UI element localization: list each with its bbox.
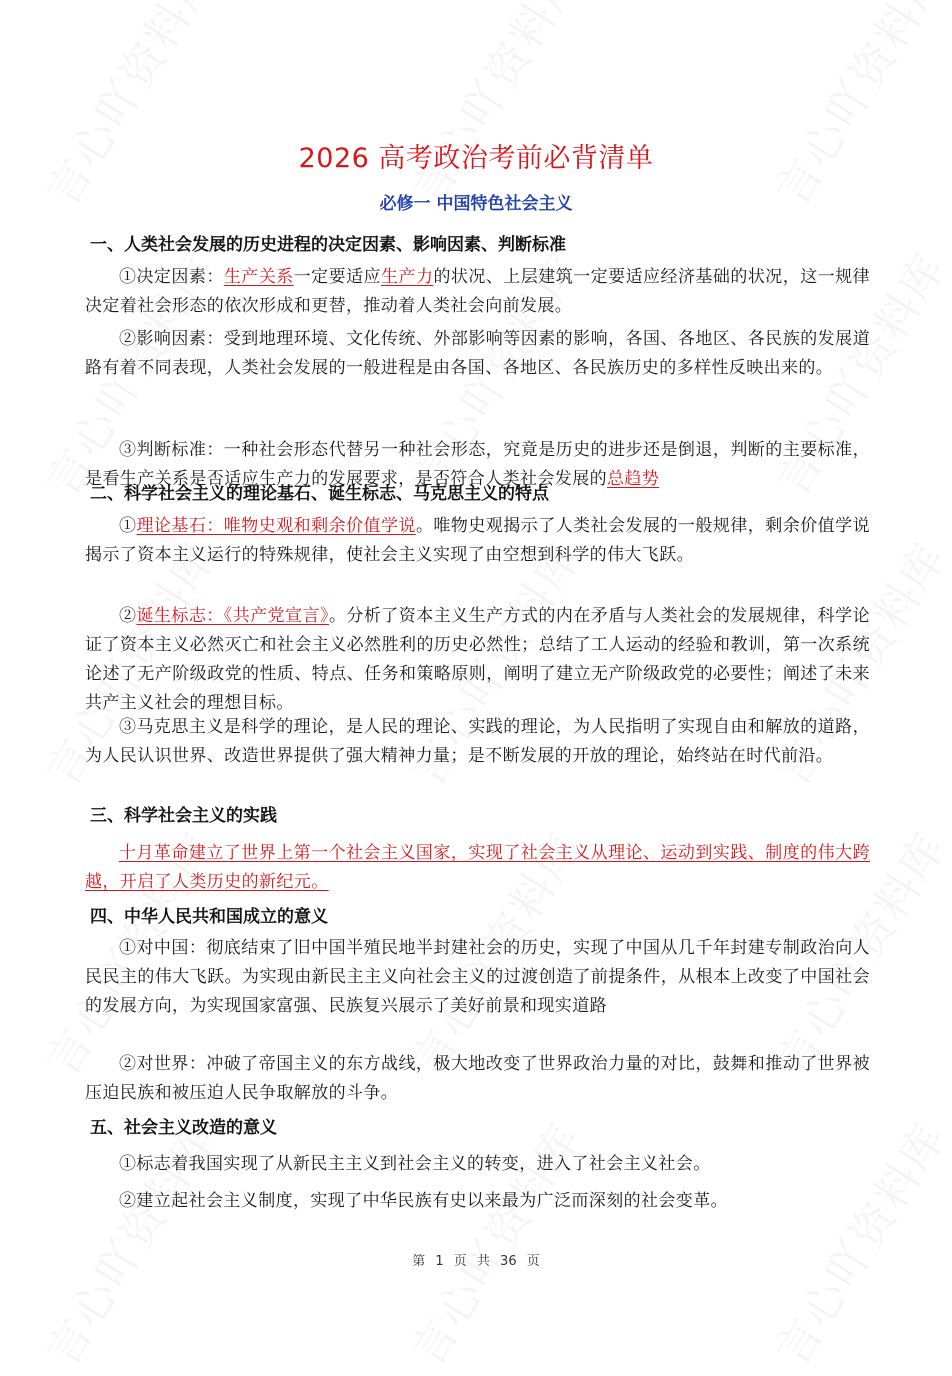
paragraph-text: 。唯物史观揭示了人类社会发展的一般规律，剩余价值学说揭示了资本主义运行的特殊规律，使社会主义实现了由空想到科学的伟大飞跃。 [85,516,870,565]
paragraph-text: 的状况、上层建筑一定要适应经济基础的状况，这一规律决定着社会形态的依次形成和更替，推动着人类社会向前发展。 [85,267,871,316]
paragraph: ①标志着我国实现了从新民主主义到社会主义的转变，进入了社会主义社会。 [119,1154,711,1174]
document-title: 2026 高考政治考前必背清单 [298,143,654,174]
section-heading: 四、中华人民共和国成立的意义 [90,907,328,927]
paragraph [85,263,870,321]
paragraph-text: ① [119,516,137,536]
paragraph: ②对世界：冲破了帝国主义的东方战线，极大地改变了世界政治力量的对比，鼓舞和推动了世界被压迫民族和被压迫人民争取解放的斗争。 [85,1054,870,1103]
document-subtitle: 必修一 中国特色社会主义 [379,194,573,214]
paragraph [85,512,870,570]
paragraph-text: ①决定因素： [119,267,224,287]
paragraph: ②影响因素：受到地理环境、文化传统、外部影响等因素的影响，各国、各地区、各民族的发展道路有着不同表现，人类社会发展的一般进程是由各国、各地区、各民族历史的多样性反映出来的。 [85,329,870,378]
highlight-text: 诞生标志：《共产党宣言》 [136,606,329,626]
paragraph-text: ③判断标准：一种社会形态代替另一种社会形态，究竟是历史的进步还是倒退，判断的主要标准，是看生产关系是否适应生产力的发展要求，是否符合人类社会发展的 [85,440,870,489]
highlight-text: 生产关系 [223,267,294,287]
paragraph: ③马克思主义是科学的理论，是人民的理论、实践的理论，为人民指明了实现自由和解放的道路，为人民认识世界、改造世界提供了强大精神力量；是不断发展的开放的理论，始终站在时代前沿。 [85,717,870,766]
highlight-text: 总趋势 [607,469,660,489]
paragraph-text: ② [119,606,137,626]
paragraph-text: 一定要适应 [293,267,382,287]
section-heading: 五、社会主义改造的意义 [90,1118,277,1138]
paragraph: ①对中国：彻底结束了旧中国半殖民地半封建社会的历史，实现了中国从几千年封建专制政治向人民民主的伟大飞跃。为实现由新民主主义向社会主义的过渡创造了前提条件，从根本上改变了中国社会的发展方向，为实现国家富强、民族复兴展示了美好前景和现实道路 [85,938,870,1016]
highlight-text: 十月革命建立了世界上第一个社会主义国家，实现了社会主义从理论、运动到实践、制度的伟大跨越，开启了人类历史的新纪元。 [85,843,870,892]
page-number: 第 1 页 共 36 页 [412,1254,540,1269]
highlight-text: 理论基石：唯物史观和剩余价值学说 [136,516,416,536]
section-heading: 一、人类社会发展的历史进程的决定因素、影响因素、判断标准 [90,235,566,255]
highlight-text: 生产力 [381,267,434,287]
paragraph-text: 。分析了资本主义生产方式的内在矛盾与人类社会的发展规律，科学论证了资本主义必然灭亡和社会主义必然胜利的历史必然性；总结了工人运动的经验和教训，第一次系统论述了无产阶级政党的性质、特点、任务和策略原则，阐明了建立无产阶级政党的必要性；阐述了未来共产主义社会的理想目标。 [85,606,870,713]
section-heading: 三、科学社会主义的实践 [90,806,277,826]
paragraph: ②建立起社会主义制度，实现了中华民族有史以来最为广泛而深刻的社会变革。 [119,1191,728,1211]
paragraph [85,839,870,897]
paragraph [85,602,870,718]
section-heading: 二、科学社会主义的理论基石、诞生标志、马克思主义的特点 [90,484,549,504]
